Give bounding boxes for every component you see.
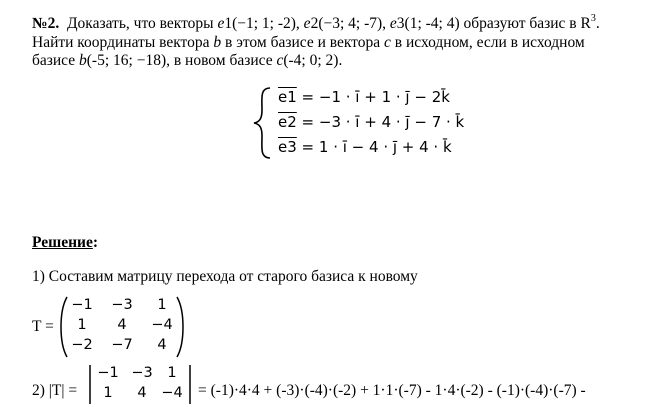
equation-system: [248, 84, 465, 162]
matrix-cell: −4: [151, 317, 173, 333]
matrix-cell: −3: [111, 297, 133, 313]
equation-e2: e2 = −3 · ī + 4 · j̄ − 7 · k̄: [278, 113, 465, 131]
determinant-cell: −1: [97, 365, 119, 381]
step-1-text: 1) Составим матрицу перехода от старого базиса к новому: [32, 268, 418, 285]
determinant-cell: −4: [161, 385, 183, 401]
determinant-cell: 1: [103, 385, 113, 401]
matrix-cell: −1: [71, 297, 93, 313]
determinant-cell: 4: [137, 385, 147, 401]
determinant: [86, 363, 194, 404]
matrix-cell: 4: [117, 317, 127, 333]
solution-heading: Решение:: [32, 234, 99, 251]
matrix-cell: 4: [157, 337, 167, 353]
problem-line-3: базисе b(-5; 16; −18), в новом базисе c(-4; 0; 2).: [32, 52, 343, 69]
matrix-cell: 1: [77, 317, 87, 333]
step-2-label: 2) |T| =: [32, 382, 78, 399]
problem-number: №2.: [32, 15, 60, 32]
equation-e3: e3 = 1 · ī − 4 · j̄ + 4 · k̄: [278, 138, 452, 156]
determinant-cell: −3: [131, 365, 153, 381]
problem-line-1: №2. Доказать, что векторы e1(−1; 1; -2), e2(−3; 4; -7), e3(1; -4; 4) образуют базис в $R^3$.: [32, 13, 600, 32]
transition-matrix: [58, 295, 186, 359]
matrix-cell: −7: [111, 337, 133, 353]
determinant-cell: 1: [167, 365, 177, 381]
equation-e1: e1 = −1 · ī + 1 · j̄ − 2k̄: [278, 88, 450, 106]
matrix-cell: −2: [71, 337, 93, 353]
matrix-cell: 1: [157, 297, 167, 313]
problem-line-2: Найти координаты вектора b в этом базисе и вектора c в исходном, если в исходном: [32, 34, 585, 51]
system-brace: [248, 84, 278, 162]
determinant-expansion: = (-1)·4·4 + (-3)·(-4)·(-2) + 1·1·(-7) - 1·4·(-2) - (-1)·(-4)·(-7) -: [198, 382, 586, 399]
matrix-label: T =: [32, 318, 54, 335]
